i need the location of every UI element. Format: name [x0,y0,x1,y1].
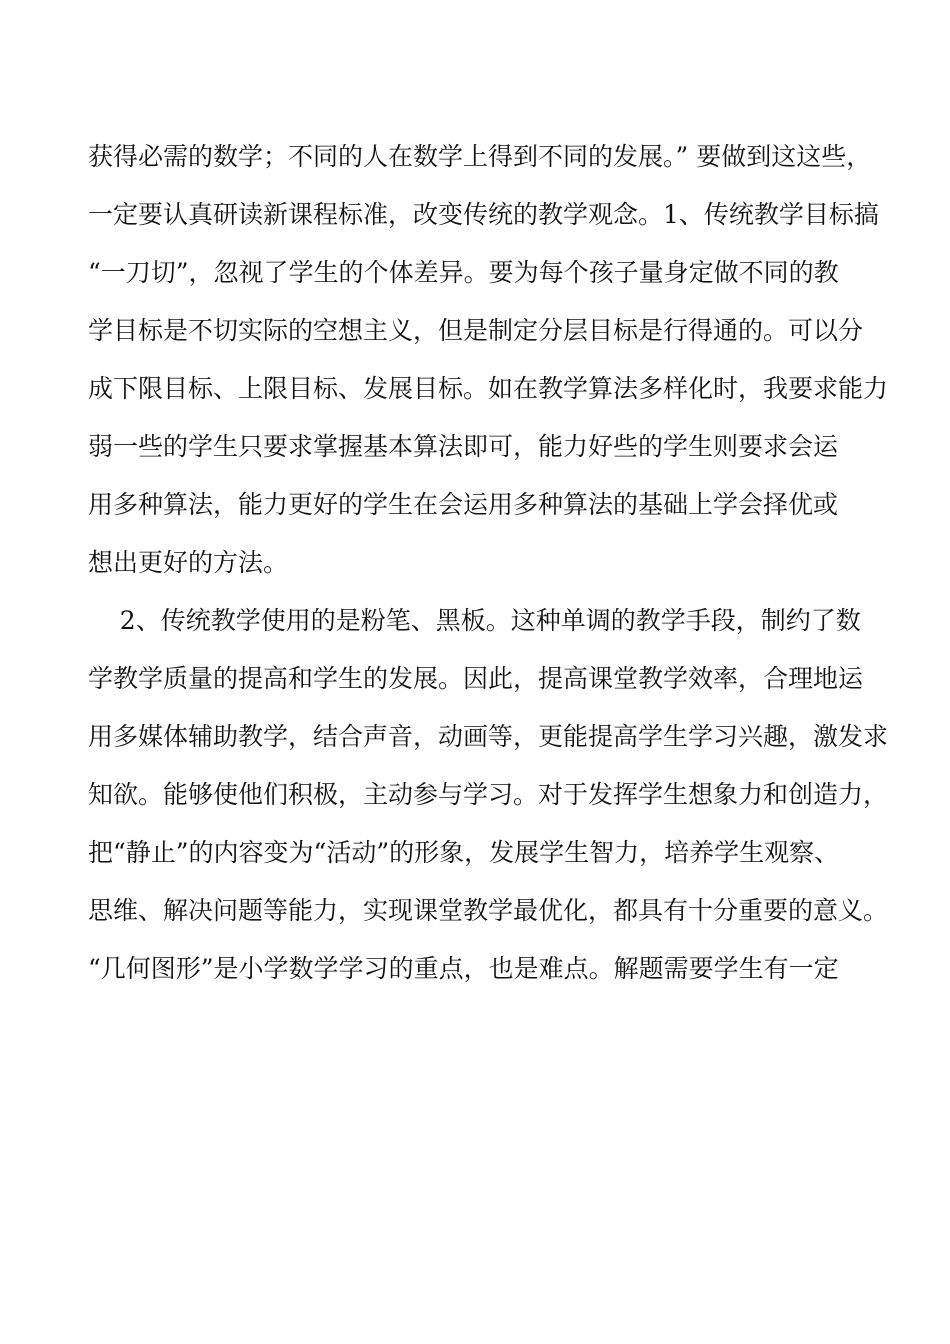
text-line-6: 弱一些的学生只要求掌握基本算法即可，能力好些的学生则要求会运 [88,432,839,461]
text-line-9: 2、传统教学使用的是粉笔、黑板。这种单调的教学手段，制约了数 [88,606,861,635]
text-line-4: 学目标是不切实际的空想主义，但是制定分层目标是行得通的。可以分 [88,316,864,345]
text-line-12: 知欲。能够使他们积极，主动参与学习。对于发挥学生想象力和创造力， [88,780,889,809]
text-line-3: “一刀切”，忽视了学生的个体差异。要为每个孩子量身定做不同的教 [88,258,839,287]
text-line-11: 用多媒体辅助教学，结合声音，动画等，更能提高学生学习兴趣，激发求 [88,722,889,751]
text-line-15: “几何图形”是小学数学学习的重点，也是难点。解题需要学生有一定 [88,954,839,983]
text-line-7: 用多种算法，能力更好的学生在会运用多种算法的基础上学会择优或 [88,490,839,519]
text-line-1: 获得必需的数学；不同的人在数学上得到不同的发展。” 要做到这这些， [88,142,872,171]
text-line-13: 把“静止”的内容变为“活动”的形象，发展学生智力，培养学生观察、 [88,838,840,867]
text-line-14: 思维、解决问题等能力，实现课堂教学最优化，都具有十分重要的意义。 [88,896,889,925]
text-line-8: 想出更好的方法。 [88,548,289,577]
text-line-2: 一定要认真研读新课程标准，改变传统的教学观念。1、传统教学目标搞 [88,200,879,229]
body-text [88,128,889,998]
text-line-10: 学教学质量的提高和学生的发展。因此，提高课堂教学效率，合理地运 [88,664,864,693]
text-line-5: 成下限目标、上限目标、发展目标。如在教学算法多样化时，我要求能力 [88,374,889,403]
